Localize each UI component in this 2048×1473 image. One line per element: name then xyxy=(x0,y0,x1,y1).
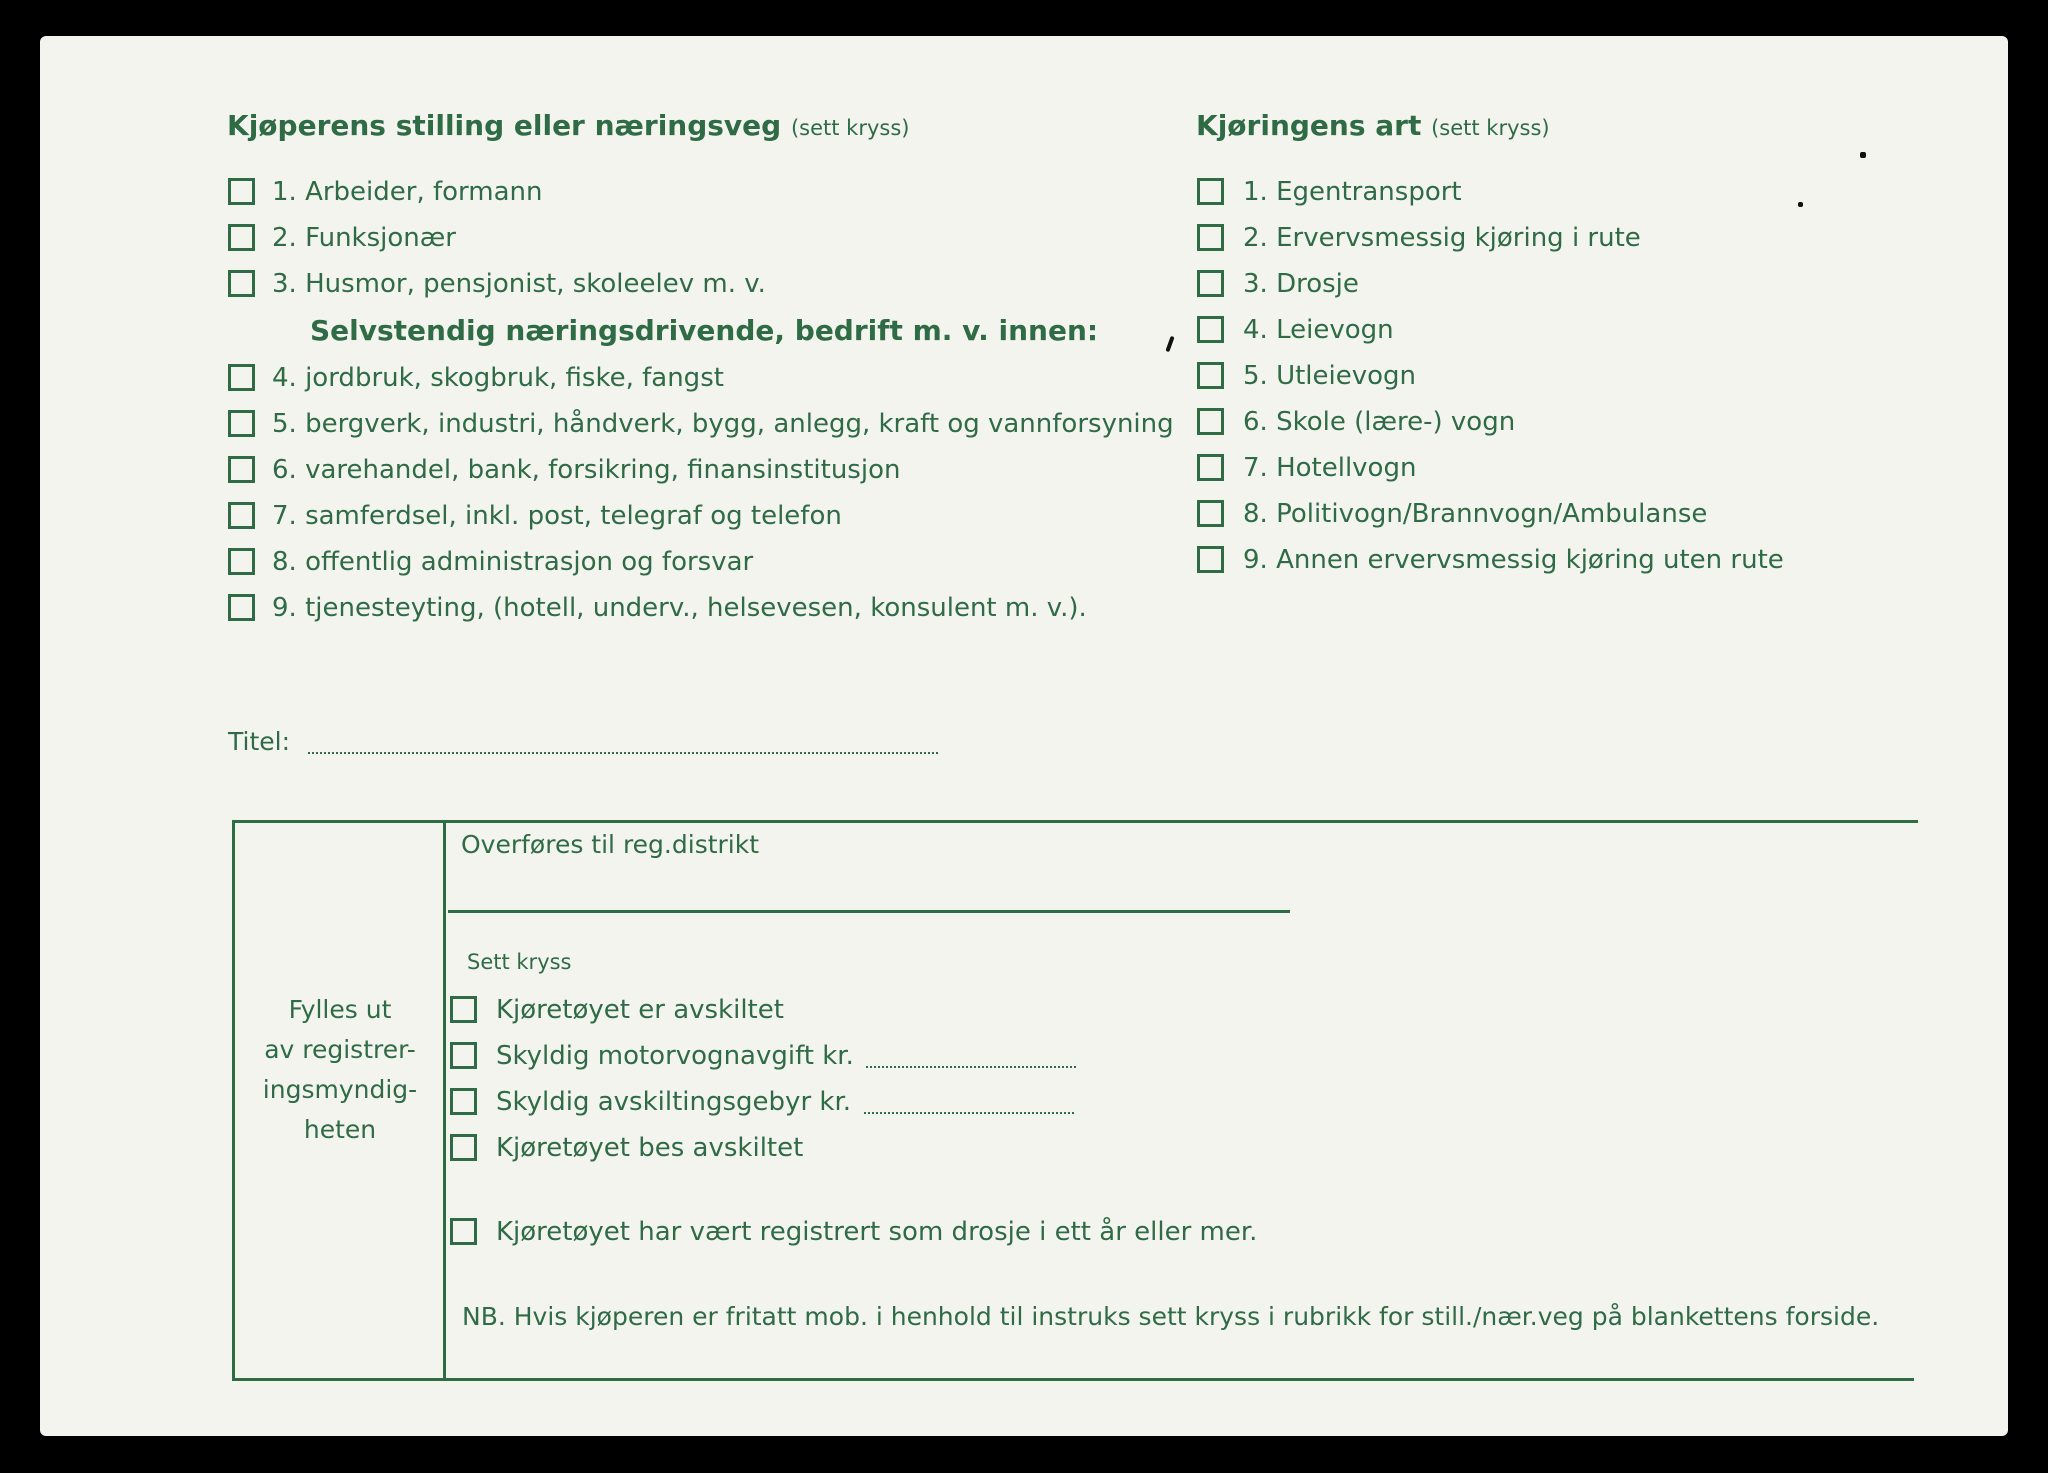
driving-6-label: 6. Skole (lære-) vogn xyxy=(1243,407,1516,437)
checkbox-occupation-4[interactable] xyxy=(228,364,255,391)
driving-7-label: 7. Hotellvogn xyxy=(1243,453,1417,483)
checkbox-deregistration-fee-owed[interactable] xyxy=(450,1088,477,1115)
occupation-7-label: 7. samferdsel, inkl. post, telegraf og telefon xyxy=(272,501,842,531)
checkbox-driving-2[interactable] xyxy=(1197,224,1224,251)
driving-2-label: 2. Ervervsmessig kjøring i rute xyxy=(1243,223,1641,253)
vehicle-tax-owed-label: Skyldig motorvognavgift kr. xyxy=(496,1041,854,1071)
checkbox-driving-9[interactable] xyxy=(1197,546,1224,573)
request-deregistration-label: Kjøretøyet bes avskiltet xyxy=(496,1133,804,1163)
occupation-8-label: 8. offentlig administrasjon og forsvar xyxy=(272,547,754,577)
left-heading-text: Kjøperens stilling eller næringsveg xyxy=(227,109,782,142)
checkbox-driving-3[interactable] xyxy=(1197,270,1224,297)
driving-1-label: 1. Egentransport xyxy=(1243,177,1462,207)
side-label-line: heten xyxy=(303,1115,377,1144)
checkbox-occupation-2[interactable] xyxy=(228,224,255,251)
checkbox-occupation-9[interactable] xyxy=(228,594,255,621)
titel-input-line[interactable] xyxy=(308,752,938,754)
occupation-4-label: 4. jordbruk, skogbruk, fiske, fangst xyxy=(272,363,724,393)
occupation-9-label: 9. tjenesteyting, (hotell, underv., helsevesen, konsulent m. v.). xyxy=(272,593,1087,623)
side-label-line: av registrer- xyxy=(264,1035,416,1064)
driving-4-label: 4. Leievogn xyxy=(1243,315,1394,345)
deregistration-fee-amount-line[interactable] xyxy=(864,1112,1074,1114)
right-heading-text: Kjøringens art xyxy=(1196,109,1422,142)
vehicle-tax-amount-line[interactable] xyxy=(866,1066,1076,1068)
checkbox-occupation-1[interactable] xyxy=(228,178,255,205)
side-label-line: ingsmyndig- xyxy=(262,1075,418,1104)
checkbox-request-deregistration[interactable] xyxy=(450,1134,477,1161)
registry-top-rule xyxy=(232,820,1918,823)
checkbox-occupation-8[interactable] xyxy=(228,548,255,575)
titel-label: Titel: xyxy=(228,727,290,756)
driving-3-label: 3. Drosje xyxy=(1243,269,1359,299)
driving-8-label: 8. Politivogn/Brannvogn/Ambulanse xyxy=(1243,499,1708,529)
right-heading-note: (sett kryss) xyxy=(1431,116,1550,140)
occupation-6-label: 6. varehandel, bank, forsikring, finansinstitusjon xyxy=(272,455,901,485)
checkbox-driving-1[interactable] xyxy=(1197,178,1224,205)
right-heading xyxy=(1196,109,1550,142)
pen-mark xyxy=(1165,336,1174,352)
registry-side-label xyxy=(245,990,435,1150)
checkbox-occupation-3[interactable] xyxy=(228,270,255,297)
checkbox-driving-4[interactable] xyxy=(1197,316,1224,343)
checkbox-driving-7[interactable] xyxy=(1197,454,1224,481)
checkbox-occupation-7[interactable] xyxy=(228,502,255,529)
checkbox-deregistered[interactable] xyxy=(450,996,477,1023)
checkbox-driving-6[interactable] xyxy=(1197,408,1224,435)
registry-divider xyxy=(443,820,446,1381)
left-heading xyxy=(227,109,910,142)
occupation-1-label: 1. Arbeider, formann xyxy=(272,177,543,207)
driving-9-label: 9. Annen ervervsmessig kjøring uten rute xyxy=(1243,545,1784,575)
deregistered-label: Kjøretøyet er avskiltet xyxy=(496,995,784,1025)
sett-kryss-label: Sett kryss xyxy=(467,950,572,974)
occupation-2-label: 2. Funksjonær xyxy=(272,223,456,253)
side-label-line: Fylles ut xyxy=(288,995,392,1024)
checkbox-vehicle-tax-owed[interactable] xyxy=(450,1042,477,1069)
checkbox-occupation-6[interactable] xyxy=(228,456,255,483)
pen-mark xyxy=(1798,202,1803,207)
checkbox-driving-8[interactable] xyxy=(1197,500,1224,527)
transfer-input-line[interactable] xyxy=(448,910,1290,913)
form-card xyxy=(40,36,2008,1436)
deregistration-fee-owed-label: Skyldig avskiltingsgebyr kr. xyxy=(496,1087,852,1117)
driving-5-label: 5. Utleievogn xyxy=(1243,361,1417,391)
left-heading-note: (sett kryss) xyxy=(790,116,910,140)
transfer-label: Overføres til reg.distrikt xyxy=(461,830,760,859)
checkbox-occupation-5[interactable] xyxy=(228,410,255,437)
pen-mark xyxy=(1860,152,1866,158)
occupation-5-label: 5. bergverk, industri, håndverk, bygg, anlegg, kraft og vannforsyning xyxy=(272,409,1174,439)
checkbox-driving-5[interactable] xyxy=(1197,362,1224,389)
taxi-one-year-label: Kjøretøyet har vært registrert som drosje i ett år eller mer. xyxy=(496,1217,1258,1247)
nb-note: NB. Hvis kjøperen er fritatt mob. i henhold til instruks sett kryss i rubrikk for still./nær.veg på blankettens forside. xyxy=(462,1302,1880,1331)
checkbox-taxi-one-year[interactable] xyxy=(450,1218,477,1245)
registry-left-rule xyxy=(232,820,235,1381)
self-employed-heading: Selvstendig næringsdrivende, bedrift m. v. innen: xyxy=(310,314,1099,347)
registry-bottom-rule xyxy=(232,1378,1914,1381)
occupation-3-label: 3. Husmor, pensjonist, skoleelev m. v. xyxy=(272,269,766,299)
